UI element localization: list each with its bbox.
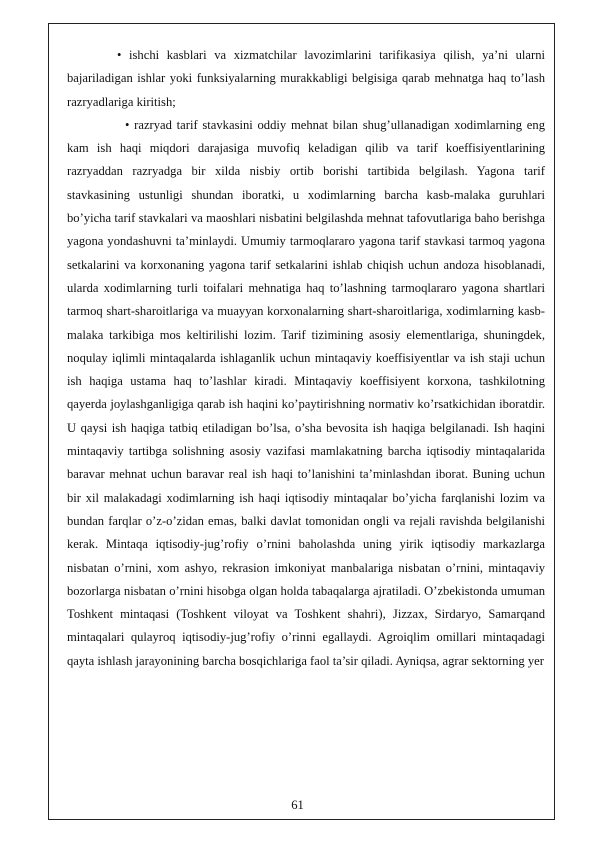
- paragraph-bullet-2: • razryad tarif stavkasini oddiy mehnat bilan shug’ullanadigan xodimlarning eng kam ish haqi miqdori darajasiga muvofiq keladigan qilib va tarif koeffisiyentlarining razryaddan razryadga bir xilda nisbiy ortib borishi tartibida belgilash. Yagona tarif stavkasining ustunligi shundan iboratki, u xodimlarning barcha kasb-malaka guruhlari bo’yicha tarif stavkalari va maoshlari nisbatini belgilashda mehnat tafovutlariga baho berishga yagona yondashuvni ta’minlaydi. Umumiy tarmoqlararo yagona tarif stavkasi tarmoq yagona setkalarini va korxonaning yagona tarif setkalarini ishlab chiqish uchun andoza hisoblanadi, ularda xodimlarning turli toifalari mehnatiga haq to’lashning tarmoqlararo yagona shartlari tarmoq shart-sharoitlariga va muayyan korxonalarning shart-sharoitlariga, xodimlarning kasb-malaka tarkibiga mos keltirilishi lozim. Tarif tizimining asosiy elementlariga, shuningdek, noqulay iqlimli mintaqalarda ishlaganlik uchun mintaqaviy koeffisiyentlar va ish staji uchun ish haqiga ustama haq to’lashlar kiradi. Mintaqaviy koeffisiyent korxona, tashkilotning qayerda joylashganligiga qarab ish haqini ko’paytirishning normativ ko’rsatkichidan iboratdir. U qaysi ish haqiga tatbiq etiladigan bo’lsa, o’sha bevosita ish haqiga belgilanadi. Ish haqini mintaqaviy tartibga solishning asosiy vazifasi mamlakatning barcha iqtisodiy mintaqalarida baravar mehnat uchun baravar real ish haqi to’lanishini ta’minlashdan iborat. Buning uchun bir xil malakadagi xodimlarning ish haqi iqtisodiy mintaqalar bo’yicha farqlanishi lozim va bundan farqlar o’z-o’zidan emas, balki davlat tomonidan ongli va rejali ravishda belgilanishi kerak. Mintaqa iqtisodiy-jug’rofiy o’rnini baholashda uning yirik iqtisodiy markazlarga nisbatan o’rnini, xom ashyo, rekrasion imkoniyat manbalariga nisbatan o’rnini, mintaqaviy bozorlarga nisbatan o’rnini hisobga olgan holda tabaqalarga ajratiladi. O’zbekistonda umuman Toshkent mintaqasi (Toshkent viloyat va Toshkent shahri), Jizzax, Sirdaryo, Samarqand mintaqalari qulayroq iqtisodiy-jug’rofiy o’rinni egallaydi. Agroiqlim omillari mintaqadagi qayta ishlash jarayonining barcha bosqichlariga faol ta’sir qiladi. Ayniqsa, agrar sektorning yer: [67, 117, 545, 668]
- paragraph-bullet-1: • ishchi kasblari va xizmatchilar lavozimlarini tarifikasiya qilish, ya’ni ularni bajariladigan ishlar yoki funksiyalarning murakkabligi belgisiga qarab mehnatga haq to’lash razryadlariga kiritish;: [67, 48, 545, 109]
- page-number: 61: [291, 798, 304, 812]
- document-body: [67, 44, 545, 673]
